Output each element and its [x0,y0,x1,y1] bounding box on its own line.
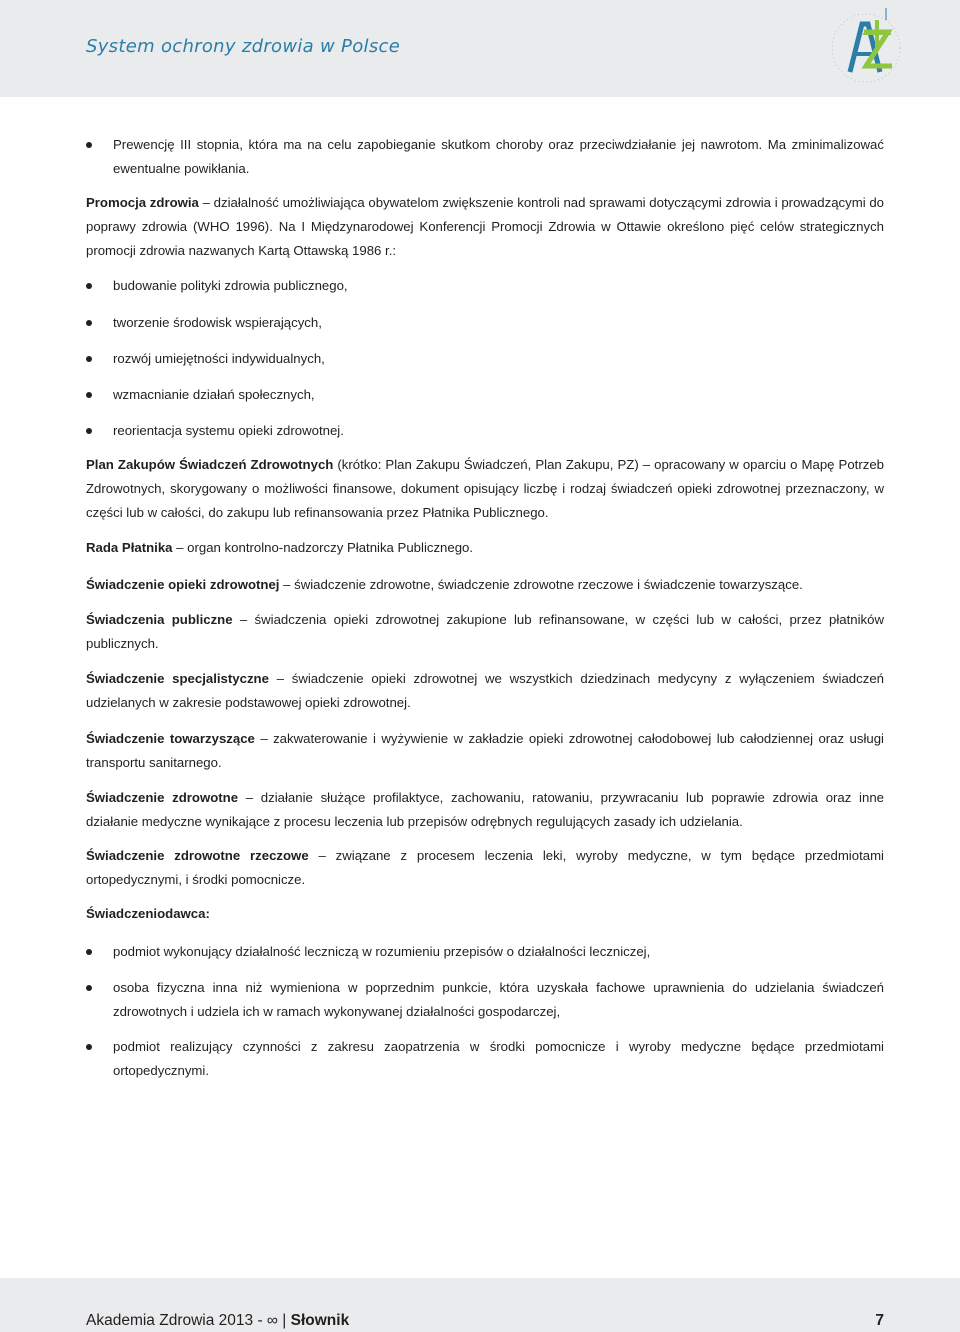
page-header [0,0,960,97]
bullet-dot [86,320,92,326]
footer-title [86,1312,349,1330]
entry-term: Świadczenie opieki zdrowotnej [86,577,280,592]
bullet-text: podmiot realizujący czynności z zakresu zaopatrzenia w środki pomocnicze i wyroby medyczne będące przedmiotami ortopedycznymi. [113,1039,884,1078]
bullet-dot [86,142,92,148]
entry-definition: – organ kontrolno-nadzorczy Płatnika Publicznego. [172,540,474,555]
bullet-dot [86,283,92,289]
entry-definition: – działanie służące profilaktyce, zachowaniu, ratowaniu, przywracaniu lub poprawie zdrowia oraz inne działanie medyczne wynikające z procesu leczenia lub przepisów odrębnych regulujących zasady ich udzielania. [86,790,884,829]
entry-definition: – związane z procesem leczenia leki, wyroby medyczne, w tym będące przedmiotami ortopedycznymi, i środki pomocnicze. [86,848,884,887]
page-number: 7 [875,1312,884,1329]
entry-definition: – świadczenie opieki zdrowotnej we wszystkich dziedzinach medycyny z wyłączeniem świadczeń udzielanych w zakresie podstawowej opieki zdrowotnej. [86,671,884,710]
entry-definition: – świadczenia opieki zdrowotnej zakupione lub refinansowane, w części lub w całości, przez płatników publicznych. [86,612,885,651]
list-item [86,1035,884,1083]
entry-swiadczenie-opieki [86,573,884,597]
list-item [86,940,884,964]
footer-publication: Akademia Zdrowia 2013 - ∞ | [86,1312,287,1329]
header-title: System ochrony zdrowia w Polsce [86,36,401,57]
entry-swiadczeniodawca [86,902,884,926]
entry-swiadczenie-zdrowotne [86,786,884,834]
bullet-text: podmiot wykonujący działalność leczniczą w rozumieniu przepisów o działalności leczniczej, [113,944,651,959]
entry-plan-zakupow [86,453,884,525]
list-item [86,419,884,443]
bullet-dot [86,949,92,955]
akademia-zdrowia-logo [822,6,910,90]
list-item [86,311,884,335]
bullet-text: budowanie polityki zdrowia publicznego, [113,278,348,293]
footer-section: Słownik [290,1312,350,1329]
entry-term: Świadczenie specjalistyczne [86,671,269,686]
entry-term: Świadczenie zdrowotne [86,790,239,805]
bullet-dot [86,356,92,362]
bullet-text: Prewencję III stopnia, która ma na celu zapobieganie skutkom choroby oraz przeciwdziałanie jej nawrotom. Ma zminimalizować ewentualne powikłania. [113,137,884,176]
entry-definition: (krótko: Plan Zakupu Świadczeń, Plan Zakupu, PZ) – opracowany w oparciu o Mapę Potrzeb Zdrowotnych, skorygowany o możliwości finansowe, dokument opisujący liczbę i rodzaj świadczeń opieki zdrowotnej przeznaczony, w części lub w całości, do zakupu lub refinansowania przez Płatnika Publicznego. [86,457,885,520]
entry-term: Rada Płatnika [86,540,173,555]
list-item [86,274,884,298]
entry-swiadczenia-publiczne [86,608,884,656]
entry-definition: – świadczenie zdrowotne, świadczenie zdrowotne rzeczowe i świadczenie towarzyszące. [279,577,803,592]
entry-term: Świadczenie towarzyszące [86,731,255,746]
entry-rada-platnika [86,536,884,560]
list-item [86,133,884,181]
bullet-dot [86,985,92,991]
bullet-dot [86,1044,92,1050]
bullet-dot [86,392,92,398]
bullet-text: wzmacnianie działań społecznych, [113,387,315,402]
entry-term: Świadczeniodawca: [86,906,210,921]
list-item [86,383,884,407]
list-item [86,976,884,1024]
bullet-text: reorientacja systemu opieki zdrowotnej. [113,423,344,438]
entry-term: Plan Zakupów Świadczeń Zdrowotnych [86,457,334,472]
entry-promocja-zdrowia [86,191,884,263]
list-item [86,347,884,371]
entry-swiadczenie-zdrowotne-rzeczowe [86,844,884,892]
entry-definition: – zakwaterowanie i wyżywienie w zakładzie opieki zdrowotnej całodobowej lub całodziennej oraz usługi transportu sanitarnego. [86,731,884,770]
entry-swiadczenie-specjalistyczne [86,667,884,715]
entry-swiadczenie-towarzyszace [86,727,884,775]
bullet-text: osoba fizyczna inna niż wymieniona w poprzednim punkcie, która uzyskała fachowe uprawnienia do udzielania świadczeń zdrowotnych i udziela ich w ramach wykonywanej działalności gospodarczej, [113,980,884,1019]
entry-definition: – działalność umożliwiająca obywatelom zwiększenie kontroli nad sprawami dotyczącymi zdrowia i prowadzącymi do poprawy zdrowia (WHO 1996). Na I Międzynarodowej Konferencji Promocji Zdrowia w Ottawie określono pięć celów strategicznych promocji zdrowia nazwanych Kartą Ottawską 1986 r.: [86,195,885,258]
entry-term: Promocja zdrowia [86,195,199,210]
bullet-dot [86,428,92,434]
bullet-text: rozwój umiejętności indywidualnych, [113,351,325,366]
bullet-text: tworzenie środowisk wspierających, [113,315,322,330]
entry-term: Świadczenie zdrowotne rzeczowe [86,848,309,863]
entry-term: Świadczenia publiczne [86,612,233,627]
